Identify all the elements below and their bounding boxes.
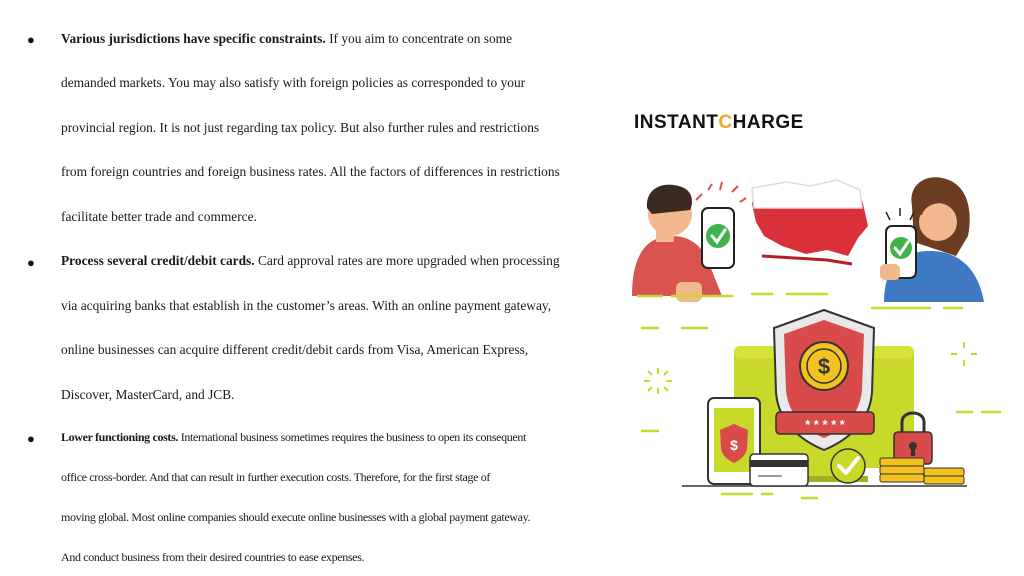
- bullet-line: [61, 253, 560, 269]
- password-mask: * * * * *: [805, 417, 845, 432]
- check-icon: [831, 449, 865, 483]
- payment-illustration: [612, 96, 1024, 506]
- bullet-heading: Various jurisdictions have specific constraints.: [61, 31, 326, 46]
- illustration-svg: [612, 96, 1024, 506]
- bullet-marker: ●: [27, 255, 35, 270]
- bullet-text: International business sometimes requires the business to open its consequent: [178, 430, 527, 444]
- bullet-heading: Lower functioning costs.: [61, 430, 179, 444]
- bullet-text: If you aim to concentrate on some: [325, 31, 513, 46]
- bullet-text: Card approval rates are more upgraded when processing: [254, 253, 560, 268]
- bullet-line: facilitate better trade and commerce.: [61, 209, 257, 224]
- bullet-line: And conduct business from their desired countries to ease expenses.: [61, 550, 365, 564]
- coin-dollar-sign: $: [817, 354, 831, 379]
- bullet-line: demanded markets. You may also satisfy with foreign policies as corresponded to your: [61, 75, 526, 90]
- bullet-line: [61, 31, 512, 47]
- brand-part1: INSTANT: [634, 112, 719, 133]
- bullet-line: moving global. Most online companies should execute online businesses with a global payment gateway.: [61, 510, 531, 524]
- bullet-heading: Process several credit/debit cards.: [61, 253, 255, 268]
- brand-part2: HARGE: [732, 112, 804, 133]
- bullet-marker: ●: [27, 32, 35, 47]
- bullet-line: via acquiring banks that establish in the customer’s areas. With an online payment gateway,: [61, 298, 552, 313]
- bullet-line: online businesses can acquire different credit/debit cards from Visa, American Express,: [61, 342, 529, 357]
- bullet-line: from foreign countries and foreign business rates. All the factors of differences in restrictions: [61, 164, 560, 179]
- bullet-marker: ●: [27, 431, 35, 446]
- bullet-line: Discover, MasterCard, and JCB.: [61, 387, 235, 402]
- bullet-line: office cross-border. And that can result in further execution costs. Therefore, for the first stage of: [61, 470, 491, 484]
- credit-card-icon: [750, 454, 808, 486]
- brand-letter: C: [718, 112, 733, 133]
- instantcharge-logo: [634, 112, 804, 133]
- bullet-line: provincial region. It is not just regarding tax policy. But also further rules and restrictions: [61, 120, 540, 135]
- password-field-icon: [776, 412, 874, 434]
- bullet-line: [61, 430, 526, 445]
- phone-dollar-sign: $: [730, 437, 738, 453]
- svg-text:INSTANTCHARGE: [634, 112, 804, 133]
